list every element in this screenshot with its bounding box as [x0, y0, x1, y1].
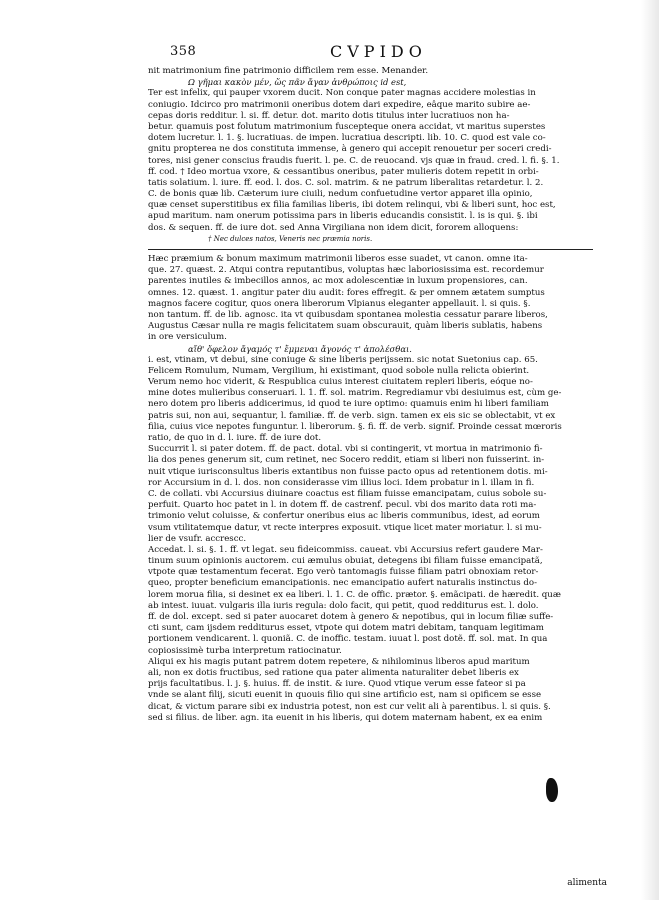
text-line: prijs facultatibus. l. j. §. huius. ff. de instit. & iure. Quod vtique verum esse fateor si pa — [148, 679, 526, 690]
text-line: parentes inutiles & imbecillos annos, ac mox adolescentiæ in luxum propensiores, can. — [148, 276, 528, 287]
text-line: que. 27. quæst. 2. Atqui contra reputantibus, voluptas hæc laboriosissima est. recordemur — [148, 265, 544, 276]
text-line: ali, non ex dotis fructibus, sed ratione qua pater alimenta naturaliter debet liberis ex — [148, 667, 519, 678]
text-line: coniugio. Idcirco pro matrimonii oneribus dotem dari expedire, eâque marito subire ae- — [148, 99, 531, 110]
text-line: ror Accursium in d. l. dos. non considerasse vim illius loci. Idem probatur in l. illam in fi. — [148, 477, 535, 488]
text-line: ff. cod. † Ideo mortua vxore, & cessantibus oneribus, pater mulieris dotem repetit in orbi- — [148, 166, 539, 177]
ink-blot — [546, 778, 558, 802]
greek-verse: Ω γῆμαι κακὸν μέν, ὥς πᾶν ἄγαν ἀνθρώποις id est, — [188, 77, 407, 88]
text-line: omnes. 12. quæst. 1. angitur pater diu audit: fores effregit. & per omnem ætatem sumptus — [148, 287, 545, 298]
text-line: apud maritum. nam onerum potissima pars in liberis educandis consistit. l. is is qui. §. ibi — [148, 211, 538, 222]
text-line: patris sui, non aui, sequantur, l. familiæ. ff. de verb. sign. tamen ex eis sic se oblectabit, vt ex — [148, 410, 556, 421]
text-line: Accedat. l. si. §. 1. ff. vt legat. seu fideicommiss. caueat. vbi Accursius refert gaudere Mar- — [148, 544, 543, 555]
text-line: perfuit. Quarto hoc patet in l. in dotem ff. de castrenf. pecul. vbi dos marito data roti ma- — [148, 500, 537, 511]
text-line: Succurrit l. si pater dotem. ff. de pact. dotal. vbi si contingerit, vt mortua in matrimonio fi- — [148, 444, 543, 455]
text-line: lier de vsufr. accrescc. — [148, 533, 247, 544]
running-title: CVPIDO — [330, 42, 427, 61]
text-line: cepas doris redditur. l. si. ff. detur. dot. marito dotis titulus inter lucratiuos non ha- — [148, 110, 510, 121]
text-line: magnos facere cogitur, quos onera liberorum Vlpianus eleganter appellauit. l. si quis. §. — [148, 298, 531, 309]
text-line: gnitu propterea ne dos constituta immense, à genero qui accepit renouetur per soceri credi- — [148, 144, 552, 155]
text-line: tores, nisi gener conscius fraudis fuerit. l. pe. C. de reuocand. vjs quæ in fraud. cred. l. fi. §. 1. — [148, 155, 560, 166]
text-line: queo, propter beneficium emancipationis. nec emancipatio aufert naturalis instinctus do- — [148, 578, 537, 589]
text-line: copiosissimè turba interpretum ratiocinatur. — [148, 645, 342, 656]
text-line: C. de bonis quæ lib. Cæterum iure ciuili, nedum confuetudine vertor apparet illa opinio, — [148, 189, 533, 200]
text-line: lorem morua filia, si desinet ex ea liberi. l. 1. C. de offic. prætor. §. emãcipati. de hæredit. quæ — [148, 589, 561, 600]
text-line: cti sunt, cam ijsdem redditurus esset, vtpote qui dotem matri debitam, tanquam legitimam — [148, 623, 544, 634]
text-line: betur. quamuis post folutum matrimonium fuscepteque onera accidat, vt maritus superstes — [148, 121, 546, 132]
text-line: ratio, de quo in d. l. iure. ff. de iure dot. — [148, 433, 322, 443]
greek-verse: αἴθ' ὄφελον ἄγαμός τ' ἔμμεναι ἄγονός τ' ἀπολέσθαι. — [188, 343, 412, 354]
text-line: dotem lucretur. l. 1. §. lucratiuas. de impen. lucratiua descripti. lib. 10. C. quod est vale co- — [148, 133, 546, 144]
page-edge-shadow — [641, 0, 659, 900]
text-line: vtpote quæ testamentum fecerat. Ego verò tantomagis fuisse filiam patri obnoxiam retor- — [148, 567, 539, 578]
text-line: Hæc præmium & bonum maximum matrimonii liberos esse suadet, vt canon. omne ita- — [148, 254, 528, 264]
text-line: Verum nemo hoc viderit, & Respublica cuius interest ciuitatem repleri liberis, eóque no- — [148, 377, 533, 388]
text-line: non tantum. ff. de lib. agnosc. ita vt quibusdam spontanea molestia cessatur parare liberos, — [148, 309, 548, 320]
text-line: Ter est infelix, qui pauper vxorem ducit. Non conque pater magnas accidere molestias in — [148, 88, 536, 99]
text-line: i. est, vtinam, vt debui, sine coniuge & sine liberis perijssem. sic notat Suetonius cap. 65. — [148, 354, 538, 365]
body-text — [148, 66, 593, 724]
text-line: in ore versiculum. — [148, 332, 227, 343]
text-line: ab intest. iuuat. vulgaris illa iuris regula: dolo facit, qui petit, quod redditurus est. l. dolo. — [148, 600, 539, 611]
text-line: Aliqui ex his magis putant patrem dotem repetere, & nihilominus liberos apud maritum — [148, 656, 530, 667]
text-line: nit matrimonium fine patrimonio difficilem rem esse. Menander. — [148, 66, 429, 76]
text-line: C. de collati. vbi Accursius diuinare coactus est filiam fuisse emancipatam, cuius sobole su- — [148, 488, 547, 499]
text-line: tatis solatium. l. iure. ff. eod. l. dos. C. sol. matrim. & ne patrum liberalitas retardetur. l. 2. — [148, 177, 544, 188]
text-line: mine dotes mulieribus conseruari. l. 1. ff. sol. matrim. Regrediamur vbi desiuimus est, cùm ge- — [148, 388, 562, 399]
text-line: portionem vendicarent. l. quoniã. C. de inoffic. testam. iuuat l. post dotẽ. ff. sol. mat. In qua — [148, 634, 548, 645]
page-number: 358 — [170, 44, 197, 59]
text-line: filia, cuius vice nepotes funguntur. l. liberorum. §. fi. ff. de verb. signif. Proinde cessat mœroris — [148, 421, 562, 432]
text-line: vsum vtilitatemque datur, vt recte interpres exposuit. vtique licet mater moriatur. l. si mu- — [148, 522, 542, 533]
text-line: dos. & sequen. ff. de iure dot. sed Anna Virgiliana non idem dicit, fororem alloquens: — [148, 222, 519, 233]
text-line: Felicem Romulum, Numam, Vergilium, hi existimant, quod sobole nulla relicta obierint. — [148, 365, 530, 376]
text-line: vnde se alant filij, sicuti euenit in quouis filio qui sine artificio est, nam si opificem se esse — [148, 690, 542, 701]
text-line: quæ censet superstitibus ex filia familias liberis, ibi dotem relinqui, vbi & liberi sunt, hoc est, — [148, 200, 556, 211]
text-line: Augustus Cæsar nulla re magis felicitatem suam obscurauit, quàm liberis sublatis, habens — [148, 321, 543, 332]
text-line: dicat, & victum parare sibi ex industria potest, non est cur velit ali à parentibus. l. si quis. §. — [148, 701, 551, 712]
verse-note: † Nec dulces natos, Veneris nec præmia noris. — [208, 234, 373, 243]
catchword: alimenta — [567, 878, 607, 888]
text-line: tinum suum opinionis auctorem. cui æmulus obuiat, detegens ibi filiam fuisse emancipatã, — [148, 556, 543, 567]
text-line: lia dos penes generum sit, cum retinet, nec Socero reddit, etiam si liberi non fuisserint. in- — [148, 455, 545, 466]
text-line: sed si filius. de liber. agn. ita euenit in his liberis, qui dotem maternam habent, ex ea enim — [148, 712, 543, 723]
text-line: nuit vtique iurisconsultus liberis extantibus non fuisse pacto opus ad retentionem dotis. mi- — [148, 466, 548, 477]
text-line: ff. de dol. except. sed si pater auocaret dotem à genero & nepotibus, qui in locum filiæ suffe- — [148, 612, 554, 622]
text-line: trimonio velut coluisse, & confertur oneribus eius ac liberis communibus, idest, ad eorum — [148, 511, 540, 522]
text-line: nero dotem pro liberis addicerimus, id quod te iure optimo: quamuis enim hi liberi familiam — [148, 399, 549, 410]
